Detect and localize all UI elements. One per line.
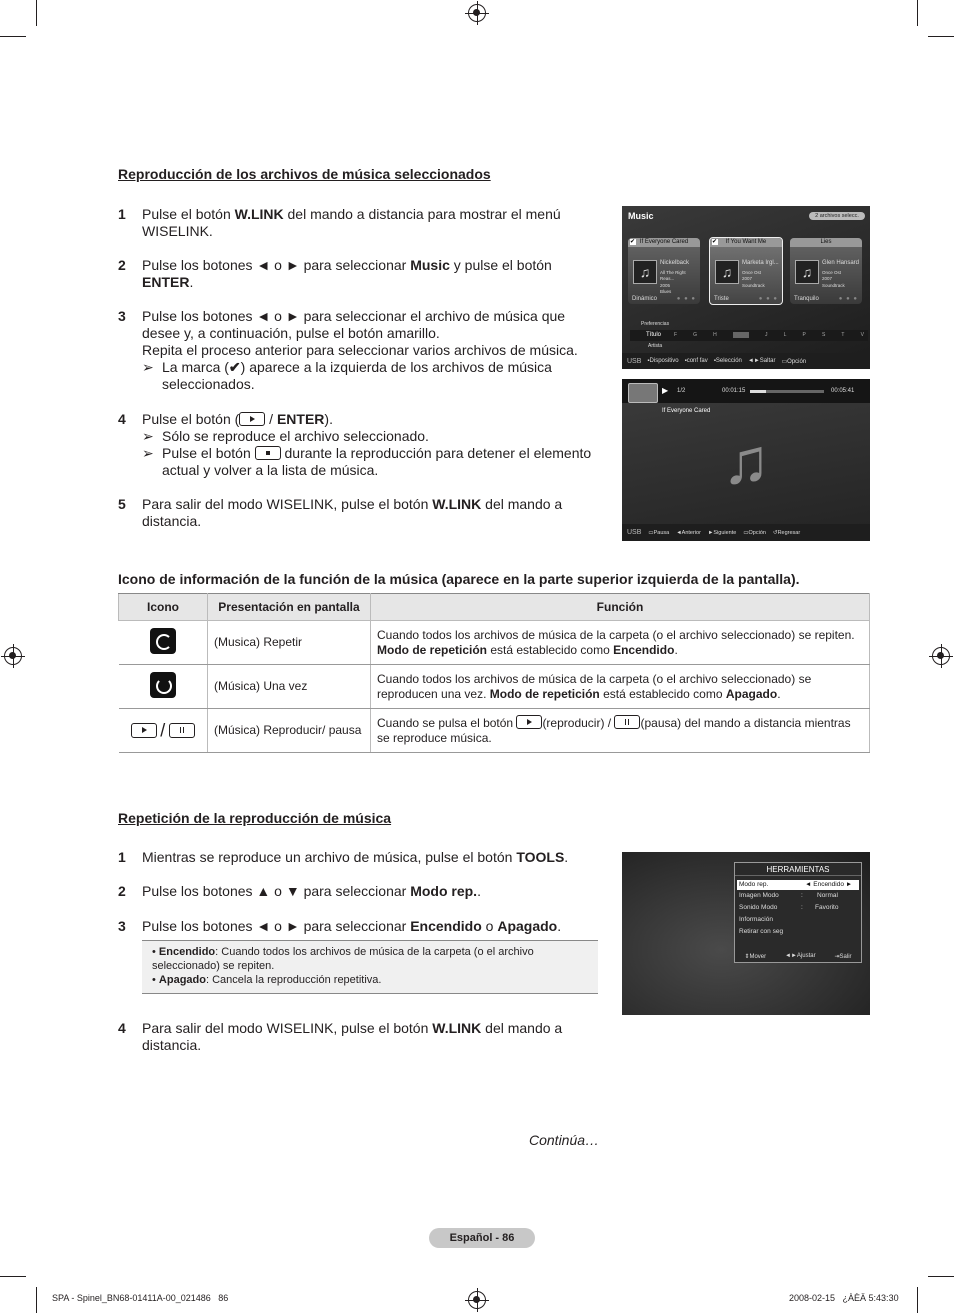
crop-mark [917,1287,918,1313]
alphabet-letter[interactable]: H [713,332,717,338]
check-icon: ✔ [712,239,718,245]
elapsed-time: 00:01:15 [722,388,746,394]
music-note-icon: ♫ [795,260,819,284]
screen-title: Music [628,211,654,221]
step-2 [118,257,562,291]
step-text: . [477,883,481,899]
note-box: • Encendido: Cuando todos los archivos de música de la carpeta (o el archivo seleccionado) se repiten. • Apagado: Cancela la reproducción repetitiva. [142,940,598,994]
crop-mark [917,0,918,26]
rating-dots: ● ● ● [676,296,696,302]
step-bold: Modo rep. [410,883,478,899]
registration-mark-icon [468,4,486,22]
step-text: Pulse los botones ◄ o ► para seleccionar el archivo de música que desee y, a continuación, pulse el botón amarillo. [142,308,566,341]
step-number: 1 [118,206,126,222]
track-counter: 1/2 [677,388,686,394]
crop-mark [928,1276,954,1277]
step-text: . [564,849,569,865]
tools-menu [734,862,862,963]
card-artist: Marketa Irgl... [742,260,779,266]
menu-row[interactable]: Sonido Modo : Favorito [739,904,839,911]
note-text: Sólo se reproduce el archivo seleccionado. [162,428,429,444]
alphabet-letter[interactable]: P [802,332,806,338]
step-text: Pulse los botones ◄ o ► para seleccionar [142,257,411,273]
step-1 [118,206,582,240]
registration-mark-icon [932,647,950,665]
bottom-bar [622,524,870,541]
preferences-label: Preferencias [641,321,670,327]
bar-item[interactable]: ▪Dispositivo [647,358,679,364]
menu-row[interactable]: Imagen Modo : Normal [739,892,838,899]
table-cell: (Música) Una vez [208,665,371,709]
step-text: Para salir del modo WISELINK, pulse el botón [142,496,433,512]
step-text: / [265,411,277,427]
alphabet-letter[interactable]: V [860,332,864,338]
stop-button-icon [255,446,281,460]
alphabet-index[interactable] [674,332,864,338]
note-text: : Cancela la reproducción repetitiva. [205,974,382,986]
artist-label: Artista [648,343,663,349]
icon-info-table [118,593,870,753]
play-state-icon: ▶ [662,386,669,395]
footer-item: Ajustar [796,953,816,959]
tools-screen [622,852,870,1015]
step-text: Repita el proceso anterior para seleccionar varios archivos de música. [142,342,578,358]
card-year: 2005 [660,282,671,288]
step-text: Pulse el botón ( [142,411,240,427]
step-number: 3 [118,918,126,934]
step-4 [118,411,602,479]
crop-mark [36,1287,37,1313]
step-bold: W.LINK [432,496,482,512]
card-artist: Nickelback [660,260,690,266]
crop-mark [36,0,37,26]
bar-item[interactable]: ◄Anterior [676,529,701,536]
arrow-icon: ➢ [142,428,154,444]
section-heading: Icono de información de la función de la música (aparece en la parte superior izquierda de la pantalla). [118,571,800,587]
note-text: La marca ( [162,359,229,375]
note-text: Pulse el botón [162,445,255,461]
bar-item[interactable]: ►Siguiente [707,529,737,536]
music-card[interactable] [709,237,783,305]
step-2 [118,883,602,900]
card-genre: Blues [660,289,672,294]
step-number: 2 [118,257,126,273]
step-text: Pulse los botones ◄ o ► para seleccionar [142,918,411,934]
column-header: Presentación en pantalla [208,594,371,621]
repeat-icon [150,628,176,654]
usb-label: USB [627,529,642,536]
play-button-icon [131,723,157,738]
arrow-icon: ➢ [142,359,154,375]
footer-item: Salir [839,954,852,960]
crop-mark [0,1276,26,1277]
pause-button-icon [169,723,195,738]
check-icon: ✔ [630,239,636,245]
sort-label[interactable]: Título [646,332,662,338]
table-cell: Cuando todos los archivos de música de la carpeta (o el archivo seleccionado) se reproducen una vez. Modo de repetición está establecido como Apagado. [371,665,870,709]
menu-row[interactable]: Retirar con seg [739,928,784,935]
step-text: del mando a distancia para mostrar el menú WISELINK. [142,206,561,239]
step-text: Pulse los botones ▲ o ▼ para seleccionar [142,883,411,899]
album-art-icon [628,383,658,403]
bar-item[interactable]: ▭Opción [743,529,766,536]
alphabet-letter[interactable]: S [821,332,826,338]
bar-item[interactable]: ▪Selección [713,358,742,364]
step-number: 5 [118,496,126,512]
step-text: Pulse el botón [142,206,235,222]
total-time: 00:05:41 [831,388,855,394]
music-list-screen [622,206,870,369]
card-album: Once Ost [822,269,842,275]
arrow-icon: ➢ [142,445,154,461]
step-text: . [189,274,194,290]
menu-footer: ⇕Mover ◄►Ajustar ⇥Salir [744,953,852,960]
note-text: ) aparece a la izquierda de los archivos de música seleccionados. [162,359,552,392]
step-number: 3 [118,308,126,324]
card-album: Once Ost [742,269,762,275]
card-title: Lies [790,238,862,247]
music-note-icon: ♫ [633,260,657,284]
footer-item: Mover [749,954,767,960]
step-text: Mientras se reproduce un archivo de música, pulse el botón [142,849,517,865]
bar-item[interactable]: ▭Opción [781,358,807,365]
note-bold: Apagado [158,974,206,986]
rating-dots: ● ● ● [758,296,778,302]
step-bold: Encendido [410,918,482,934]
usb-label: USB [627,357,642,365]
column-header: Función [371,594,870,621]
menu-row-repeat[interactable]: Modo rep. ◄ Encendido ► [737,880,859,890]
check-mark-icon: ✔ [228,359,241,375]
step-bold: Music [410,257,450,273]
registration-mark-icon [4,647,22,665]
menu-row[interactable]: Información [739,916,773,923]
step-number: 1 [118,849,126,865]
card-genre: Soundtrack [742,282,765,288]
table-row [119,621,870,665]
card-mood: Tranquilo [794,296,819,302]
music-player-screen [622,379,870,541]
step-bold: Apagado [497,918,558,934]
step-text: del mando a distancia. [142,1020,563,1053]
continues-label: Continúa… [529,1132,600,1148]
play-button-icon [239,412,265,426]
card-title: If Everyone Cared [628,238,700,247]
step-5 [118,496,572,530]
alphabet-letter[interactable]: F [674,332,678,338]
note-text: durante la reproducción para detener el elemento actual y volver a la lista de música. [162,445,592,478]
step-text: ). [324,411,333,427]
progress-fill [750,390,766,393]
bar-item[interactable]: ↺Regresar [772,529,801,536]
table-cell: Cuando todos los archivos de música de la carpeta (o el archivo seleccionado) se repiten. Modo de repetición está establecido como Encendido. [371,621,870,665]
step-number: 2 [118,883,126,899]
alphabet-letter[interactable]: T [841,332,845,338]
note-text: : Cuando todos los archivos de música de la carpeta (o el archivo seleccionado) se repiten. [152,946,534,972]
column-header: Icono [119,594,208,621]
step-text: . [557,918,562,934]
table-cell: Cuando se pulsa el botón (reproducir) / (pausa) del mando a distancia mientras se reproduce música. [371,709,870,753]
note-bold: Encendido [158,946,216,958]
step-bold: ENTER [142,274,190,290]
page-number-badge: Español - 86 [429,1228,535,1248]
card-artist: Glen Hansard [822,260,860,266]
card-mood: Triste [714,296,729,302]
bottom-bar [622,353,870,369]
step-text: del mando a distancia. [142,496,563,529]
card-genre: Soundtrack [822,282,845,288]
table-cell: (Musica) Repetir [208,621,371,665]
card-year: 2007 [822,276,833,281]
pause-button-icon [614,715,640,729]
alphabet-letter[interactable] [733,332,749,338]
card-year: 2007 [742,276,753,281]
step-text: o [481,918,498,934]
selected-count-badge: 2 archivos selecc. [809,212,865,220]
step-number: 4 [118,1020,126,1036]
play-button-icon [516,715,542,729]
step-bold: TOOLS [516,849,565,865]
table-row: / (Música) Reproducir/ pausa Cuando se pulsa el botón (reproducir) / (pausa) del mando a distancia mientras se reproduce música. [119,709,870,753]
crop-mark [0,36,26,37]
bar-item[interactable]: ▭Pausa [648,529,670,536]
crop-mark [928,36,954,37]
alphabet-letter[interactable]: L [783,332,787,338]
step-bold: W.LINK [432,1020,482,1036]
music-note-icon: ♫ [715,260,739,284]
step-bold: ENTER [276,411,325,427]
progress-track[interactable] [750,390,824,393]
step-1 [118,849,602,866]
card-mood: Dinámico [632,296,658,302]
card-title: If You Want Me [710,238,782,247]
menu-title: HERRAMIENTAS [735,863,861,876]
step-4 [118,1020,572,1054]
section-heading: Reproducción de los archivos de música seleccionados [118,166,491,182]
step-3 [118,918,602,935]
alphabet-letter[interactable]: G [693,332,698,338]
footer-timestamp: 2008-02-15 ¿ÀÈÄ 5:43:30 [789,1293,899,1303]
rating-dots: ● ● ● [838,296,858,302]
card-album: All The Right Reas... [660,269,686,281]
big-music-note-icon: ♫ [722,425,770,497]
step-text: Para salir del modo WISELINK, pulse el botón [142,1020,433,1036]
registration-mark-icon [468,1291,486,1309]
step-bold: W.LINK [234,206,284,222]
track-title: If Everyone Cared [662,408,711,414]
step-text: y pulse el botón [449,257,552,273]
table-row [119,665,870,709]
bar-item[interactable]: ▪conf fav [684,358,708,364]
section-heading: Repetición de la reproducción de música [118,810,392,826]
repeat-once-icon [150,672,176,698]
step-3 [118,308,582,393]
music-card[interactable] [628,238,700,304]
footer-file-info: SPA - Spinel_BN68-01411A-00_021486 86 [52,1293,229,1303]
table-cell: (Música) Reproducir/ pausa [208,709,371,753]
alphabet-letter[interactable]: J [765,332,768,338]
bar-item[interactable]: ◄►Saltar [747,358,776,364]
music-card[interactable] [790,238,862,304]
step-number: 4 [118,411,126,427]
